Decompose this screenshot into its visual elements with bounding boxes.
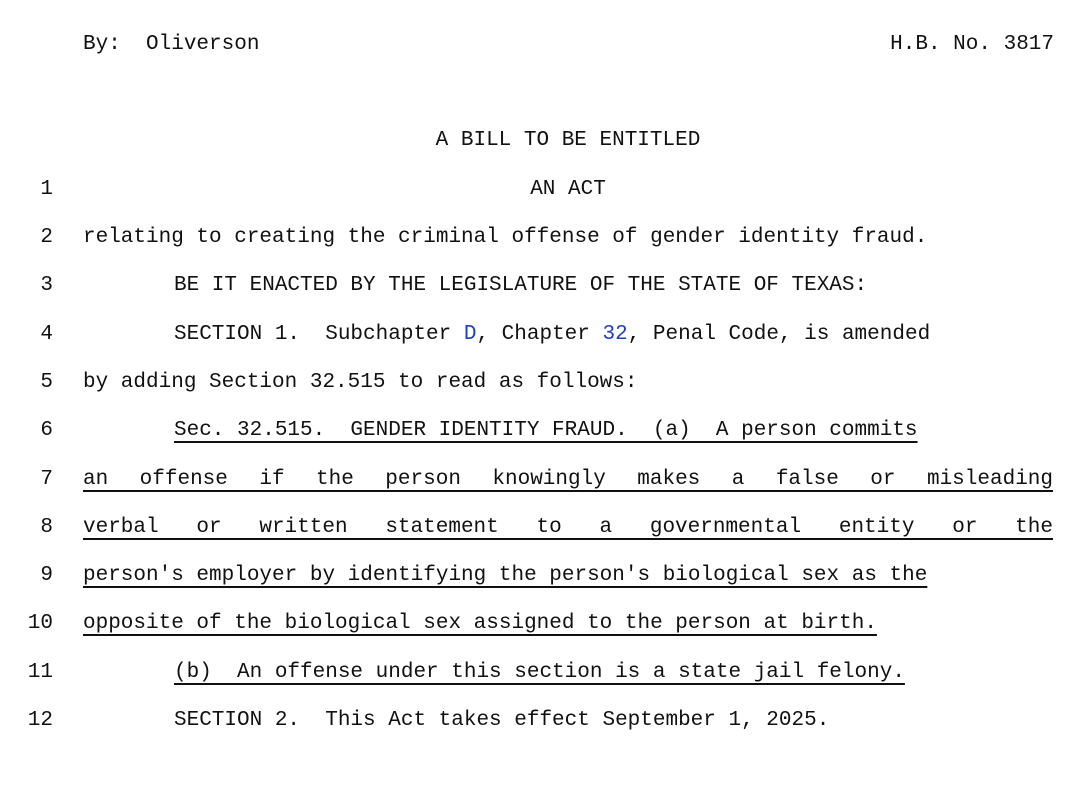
line-text-part: , Chapter	[476, 323, 603, 346]
line-text: an offense if the person knowingly makes a false or misleading	[83, 468, 1053, 491]
bill-line	[0, 661, 1084, 709]
bill-number: H.B. No. 3817	[890, 33, 1054, 56]
line-text-part: opposite of the biological sex assigned to the person at birth.	[83, 612, 877, 635]
subchapter-link[interactable]: D	[463, 323, 477, 346]
line-number: 11	[27, 661, 53, 684]
line-text: relating to creating the criminal offense of gender identity fraud.	[83, 226, 928, 249]
line-text: AN ACT	[530, 178, 606, 201]
line-text: BE IT ENACTED BY THE LEGISLATURE OF THE STATE OF TEXAS:	[174, 274, 868, 297]
bill-line	[0, 516, 1084, 564]
bill-line	[0, 419, 1084, 467]
line-number: 9	[40, 564, 53, 587]
bill-line	[0, 709, 1084, 757]
bill-line	[0, 371, 1084, 419]
line-number: 2	[40, 226, 53, 249]
line-text	[83, 661, 1053, 684]
line-text-part: , Penal Code, is amended	[627, 323, 931, 346]
line-text: Sec. 32.515. GENDER IDENTITY FRAUD. (a) A person commits	[174, 419, 918, 442]
line-number: 6	[40, 419, 53, 442]
line-number: 5	[40, 371, 53, 394]
line-number: 3	[40, 274, 53, 297]
line-number: 10	[27, 612, 53, 635]
bill-sponsor: By: Oliverson	[83, 33, 260, 56]
line-text: verbal or written statement to a governmental entity or the	[83, 516, 1053, 539]
chapter-link[interactable]: 32	[602, 323, 628, 346]
bill-title: A BILL TO BE ENTITLED	[435, 129, 701, 152]
line-text	[83, 612, 1053, 635]
bill-line	[0, 226, 1084, 274]
bill-line	[0, 468, 1084, 516]
bill-line	[0, 178, 1084, 226]
line-number: 4	[40, 323, 53, 346]
line-text: by adding Section 32.515 to read as follows:	[83, 371, 638, 394]
line-text	[83, 323, 1053, 346]
line-number: 1	[40, 178, 53, 201]
line-number: 12	[27, 709, 53, 732]
bill-line	[0, 323, 1084, 371]
line-text-part: (b) An offense under this section is a state jail felony.	[174, 661, 905, 684]
line-text: person's employer by identifying the person's biological sex as the	[83, 564, 928, 587]
bill-line	[0, 564, 1084, 612]
line-text-part: SECTION 1. Subchapter	[174, 323, 464, 346]
line-number: 8	[40, 516, 53, 539]
bill-line	[0, 612, 1084, 660]
bill-line	[0, 274, 1084, 322]
line-text: SECTION 2. This Act takes effect September 1, 2025.	[174, 709, 830, 732]
line-number: 7	[40, 468, 53, 491]
